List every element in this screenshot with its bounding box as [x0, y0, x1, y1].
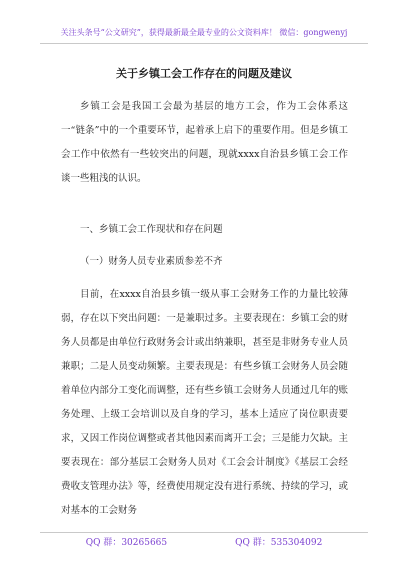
body-paragraph-intro: 乡镇工会是我国工会最为基层的地方工会，作为工会体系这一“链条”中的一个重要环节，起着承上启下的重要作用。但是乡镇工会工作中依然有一些较突出的问题，现就xxxx自治县乡镇工会工作谈一些粗浅的认识。: [61, 101, 348, 184]
footer-contact: [0, 537, 408, 549]
section-heading: 一、乡镇工会工作现状和存在问题: [80, 224, 223, 235]
header-promo-note: 关注头条号“公文研究”，获得最新最全最专业的公文资料库！ 微信：gongwenyj: [60, 28, 348, 37]
body-paragraph-current-status: 目前，在xxxx自治县乡镇一级从事工会财务工作的力量比较薄弱，存在以下突出问题：一是兼职过多。主要表现在：乡镇工会的财务人员都是由单位行政财务会计或出纳兼职，甚至是非财务专业人员兼职；二是人员变动频繁。主要表现是：有些乡镇工会财务人员会随着单位内部分工变化而调整，还有些乡镇工会财务人员通过几年的账务处理、上级工会培训以及自身的学习，基本上适应了岗位职责要求，又因工作岗位调整或者其他因素而离开工会；三是能力欠缺。主要表现在：部分基层工会财务人员对《工会会计制度》《基层工会经费收支管理办法》等，经费使用规定没有进行系统、持续的学习，或对基本的工会财务: [61, 289, 348, 516]
subsection-heading: （一）财务人员专业素质参差不齐: [80, 256, 223, 267]
footer-qq-group-2: QQ 群：535304092: [235, 538, 323, 548]
footer-divider: [40, 532, 368, 533]
footer-qq-group-1: QQ 群：30265665: [85, 538, 168, 548]
header-divider: [40, 43, 368, 44]
document-title: 关于乡镇工会工作存在的问题及建议: [116, 67, 292, 80]
